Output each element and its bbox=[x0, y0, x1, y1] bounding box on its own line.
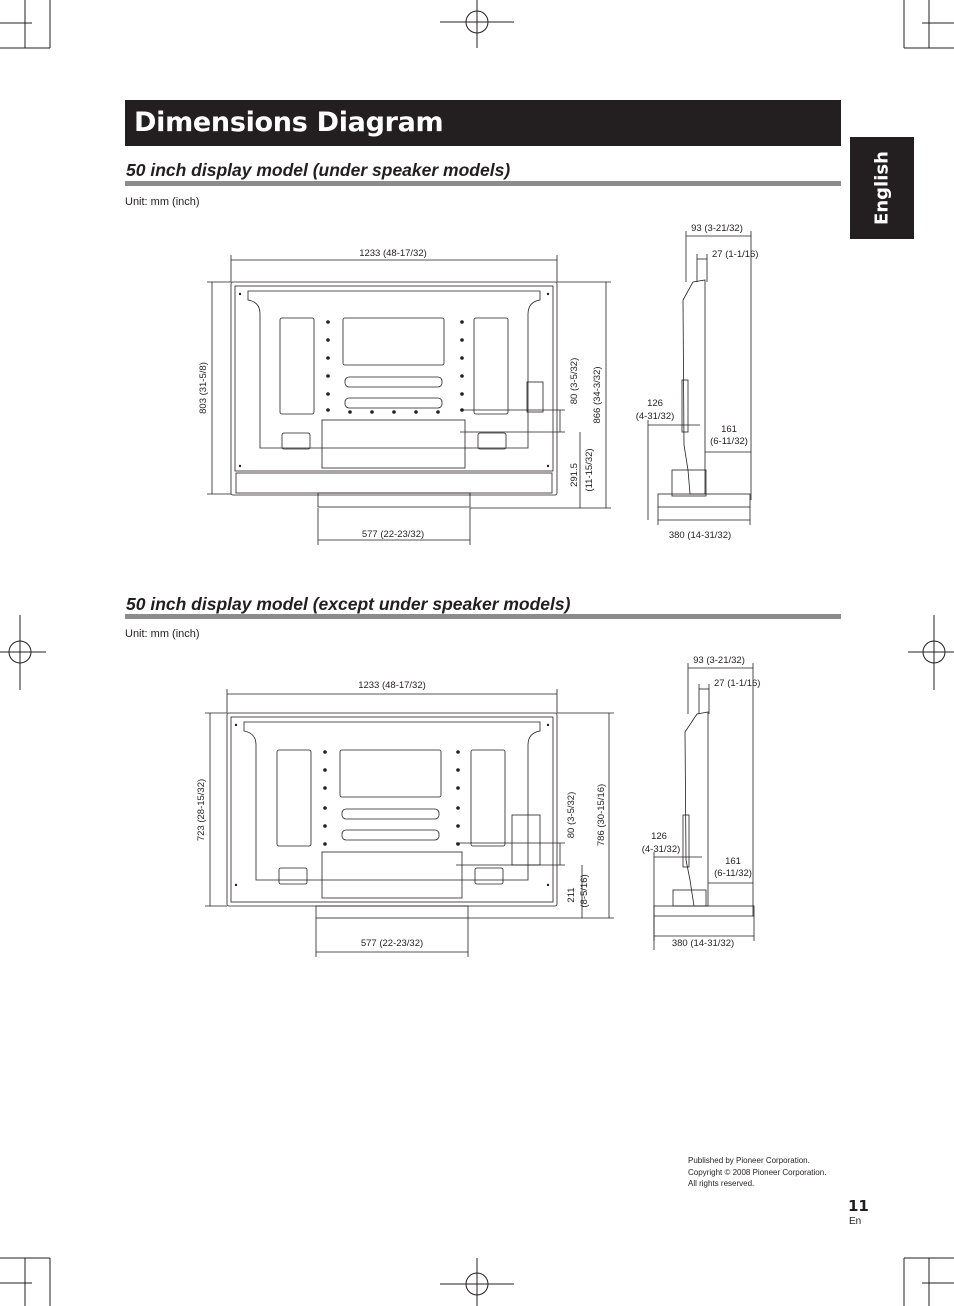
mount-slot-1 bbox=[342, 809, 439, 819]
dim-depth-top: 93 (3-21/32) bbox=[693, 655, 745, 666]
dim-mount-height-b: (8-5/16) bbox=[579, 874, 590, 908]
dim-stand-width: 577 (22-23/32) bbox=[361, 529, 425, 540]
copyright-line: Copyright © 2008 Pioneer Corporation. bbox=[688, 1167, 827, 1177]
handle-left bbox=[279, 868, 307, 884]
stand-bracket bbox=[322, 852, 462, 898]
dim-side-right-a: 161 bbox=[721, 424, 737, 435]
dim-side-left-a: 126 bbox=[647, 398, 663, 409]
side-panel bbox=[685, 712, 708, 906]
section-heading-under-speaker: 50 inch display model (under speaker models) bbox=[126, 160, 511, 180]
dim-width: 1233 (48-17/32) bbox=[358, 680, 426, 691]
dim-height-panel: 723 (28-15/32) bbox=[196, 778, 207, 842]
side-stand-neck bbox=[673, 890, 706, 906]
dim-side-right-a: 161 bbox=[725, 856, 741, 867]
rights-line: All rights reserved. bbox=[688, 1179, 755, 1188]
dim-stand-depth: 380 (14-31/32) bbox=[671, 938, 735, 949]
language-tab-label: English bbox=[871, 151, 893, 225]
vent-left bbox=[277, 750, 311, 846]
page-language: En bbox=[849, 1216, 862, 1227]
dim-mount-offset: 80 (3-5/32) bbox=[566, 791, 577, 839]
dim-depth-panel: 27 (1-1/16) bbox=[712, 249, 759, 260]
side-stand-base bbox=[654, 906, 754, 916]
publisher-line: Published by Pioneer Corporation. bbox=[688, 1156, 810, 1165]
dim-side-left-a: 126 bbox=[651, 831, 667, 842]
dim-width: 1233 (48-17/32) bbox=[359, 248, 427, 259]
dim-side-left-b: (4-31/32) bbox=[641, 844, 681, 855]
dim-depth-top: 93 (3-21/32) bbox=[691, 223, 743, 234]
dim-height-total: 786 (30-15/16) bbox=[596, 783, 607, 847]
dim-side-left-b: (4-31/32) bbox=[635, 411, 675, 422]
vent-right bbox=[471, 750, 505, 846]
dim-mount-height-a: 291.5 bbox=[569, 463, 580, 487]
handle-right bbox=[475, 868, 503, 884]
unit-note: Unit: mm (inch) bbox=[125, 196, 200, 208]
dim-stand-width: 577 (22-23/32) bbox=[360, 938, 424, 949]
dim-depth-panel: 27 (1-1/16) bbox=[714, 678, 761, 689]
side-box bbox=[512, 815, 540, 865]
dim-mount-height-b: (11-15/32) bbox=[584, 448, 595, 492]
mount-slot-2 bbox=[342, 830, 439, 840]
publisher-note bbox=[688, 1155, 826, 1190]
section-heading-except-under-speaker: 50 inch display model (except under speaker models) bbox=[126, 594, 571, 614]
dim-side-right-b: (6-11/32) bbox=[710, 436, 748, 447]
dim-side-right-b: (6-11/32) bbox=[714, 868, 752, 879]
unit-note: Unit: mm (inch) bbox=[125, 628, 200, 640]
dim-height-total: 866 (34-3/32) bbox=[592, 366, 603, 424]
dim-mount-offset: 80 (3-5/32) bbox=[569, 357, 580, 405]
dim-mount-height-a: 211 bbox=[566, 887, 577, 903]
dim-stand-depth: 380 (14-31/32) bbox=[668, 530, 732, 541]
front-stand-base bbox=[316, 906, 468, 918]
back-cover bbox=[244, 722, 540, 880]
dim-height-panel: 803 (31-5/8) bbox=[198, 362, 209, 414]
terminal-panel bbox=[340, 750, 441, 797]
front-panel-outline bbox=[227, 713, 557, 906]
page-number: 11 bbox=[848, 1197, 869, 1215]
page-title: Dimensions Diagram bbox=[134, 107, 444, 138]
